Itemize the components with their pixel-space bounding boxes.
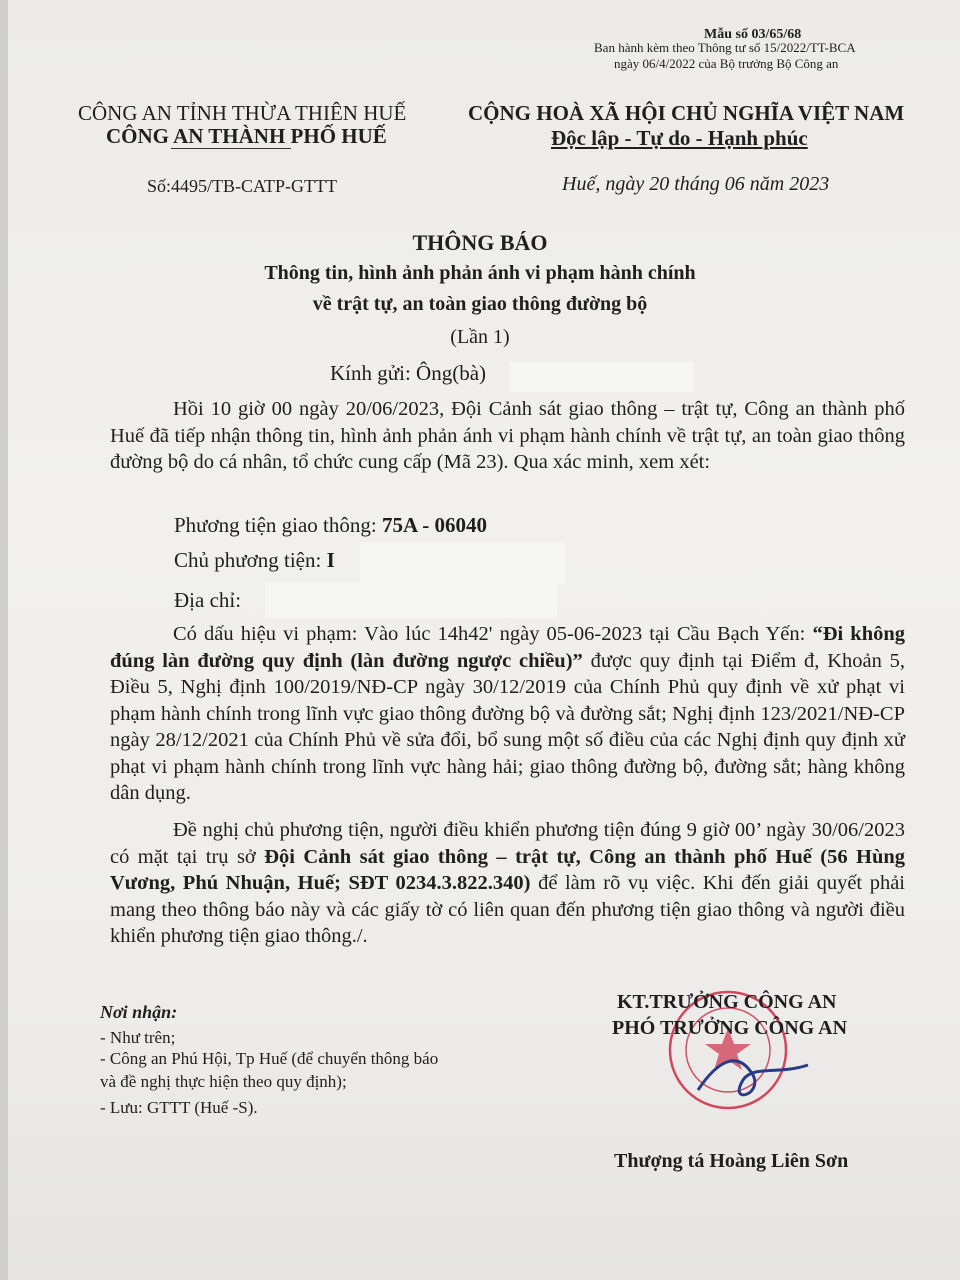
recipient-label: Kính gửi: Ông(bà) [330,361,487,385]
national-title: CỘNG HOÀ XÃ HỘI CHỦ NGHĨA VIỆT NAM [468,101,905,125]
national-motto: Độc lập - Tự do - Hạnh phúc [551,126,808,150]
owner-label: Chủ phương tiện: [174,548,322,572]
intro-paragraph: Hồi 10 giờ 00 ngày 20/06/2023, Đội Cảnh sát giao thông – trật tự, Công an thành phố Huế đã tiếp nhận thông tin, hình ảnh phản ánh vi phạm hành chính về trật tự, an toàn giao thông đường bộ do cá nhân, tổ chức cung cấp (Mã 23). Qua xác minh, xem xét: [110,398,905,473]
agency-parent: CÔNG AN TỈNH THỪA THIÊN HUẾ [78,101,407,125]
form-number: Mẫu số 03/65/68 [704,27,802,42]
signature-title-1: KT.TRƯỞNG CÔNG AN [617,991,837,1013]
signature-title-2: PHÓ TRƯỞNG CÔNG AN [612,1017,848,1039]
agency-underline [171,148,291,149]
request-rest: để làm rõ vụ việc. Khi đến giải quyết phải mang theo thông báo này và các giấy tờ có liên quan đến phương tiện giao thông và người điều khiển phương tiện giao thông./. [110,872,905,947]
violation-legal-basis: được quy định tại Điểm đ, Khoản 5, Điều 5, Nghị định 100/2019/NĐ-CP ngày 30/12/2019 của Chính Phủ quy định về xử phạt vi phạm hành chính trong lĩnh vực giao thông đường bộ và đường sắt; Nghị định 123/2021/NĐ-CP ngày 28/12/2021 của Chính Phủ về sửa đổi, bổ sung một số điều của các Nghị định quy định xử phạt vi phạm hành chính trong lĩnh vực hàng hải; giao thông đường bộ, đường sắt; hàng không dân dụng. [110,649,906,804]
form-issued-line1: Ban hành kèm theo Thông tư số 15/2022/TT-BCA [594,40,856,55]
violation-description: “Đi không đúng làn đường quy định (làn đường ngược chiều)” [110,623,905,672]
document-subtitle-1: Thông tin, hình ảnh phản ánh vi phạm hành chính [264,262,696,284]
owner-redaction [360,542,566,584]
violation-lead: Có dấu hiệu vi phạm: Vào lúc 14h42' ngày 05-06-2023 tại Cầu Bạch Yến: [173,623,806,645]
document-subtitle-2: về trật tự, an toàn giao thông đường bộ [312,293,648,315]
request-lead: Đề nghị chủ phương tiện, người điều khiển phương tiện đúng 9 giờ 00’ ngày 30/06/2023 có mặt tại trụ sở [110,819,905,868]
request-paragraph [110,817,905,950]
request-location: Đội Cảnh sát giao thông – trật tự, Công an thành phố Huế (56 Hùng Vương, Phú Nhuận, Huế; SĐT 0234.3.822.340) [110,845,906,894]
signer-name: Thượng tá Hoàng Liên Sơn [614,1150,849,1172]
recipients-item: và đề nghị thực hiện theo quy định); [100,1072,347,1091]
document-number: Số:4495/TB-CATP-GTTT [147,176,338,196]
recipients-title: Nơi nhận: [100,1002,178,1022]
recipients-item: - Công an Phú Hội, Tp Huế (để chuyển thông báo [100,1049,439,1068]
notice-round: (Lần 1) [450,326,510,348]
recipient-redaction [510,362,694,392]
vehicle-plate: 75A - 06040 [381,513,487,537]
vehicle-field [174,513,487,538]
form-issued-line2: ngày 06/4/2022 của Bộ trưởng Bộ Công an [614,56,839,71]
recipients-item: - Lưu: GTTT (Huế -S). [100,1098,258,1117]
agency-name: CÔNG AN THÀNH PHỐ HUẾ [106,124,387,148]
address-redaction [265,582,557,618]
recipients-item: - Như trên; [100,1028,176,1047]
owner-field [174,548,335,573]
vehicle-label: Phương tiện giao thông: [174,513,377,537]
owner-value: I [326,548,335,572]
address-label: Địa chỉ: [174,588,242,612]
violation-paragraph [110,621,905,807]
document-title: THÔNG BÁO [412,230,548,255]
place-date: Huế, ngày 20 tháng 06 năm 2023 [562,173,830,195]
